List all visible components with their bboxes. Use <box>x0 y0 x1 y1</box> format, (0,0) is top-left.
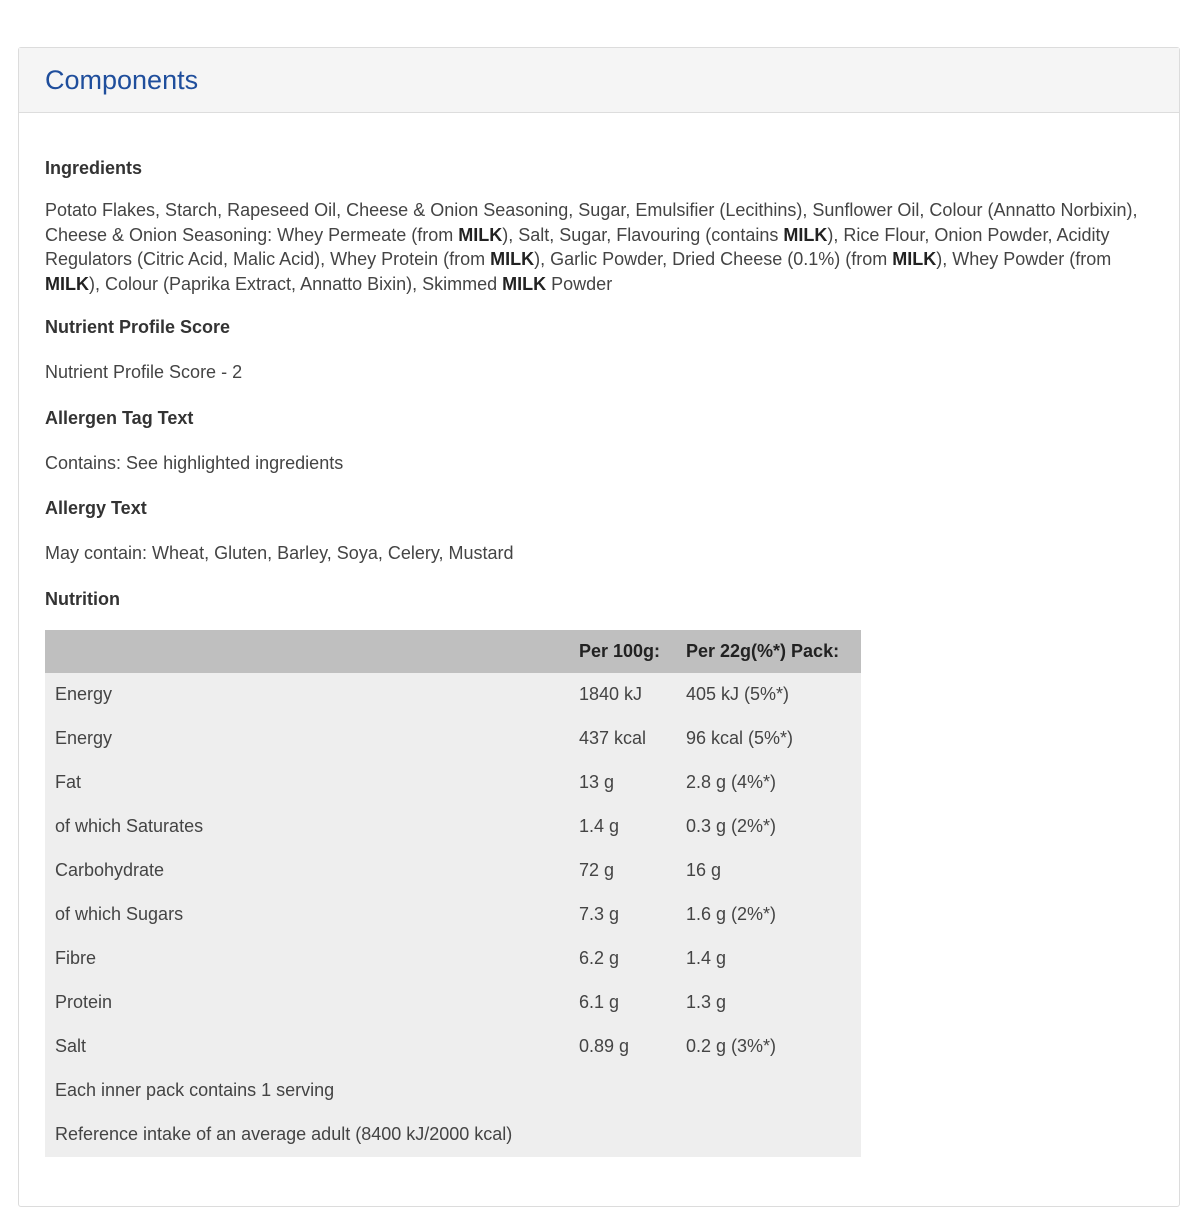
serving-note: Each inner pack contains 1 serving <box>55 1080 335 1100</box>
ingredients-segment: Potato Flakes, Starch, Rapeseed Oil, Cheese & Onion Seasoning, Sugar, Emulsifier (Lecithins), Sunflower Oil, Colour (Annatto Norbixin), Cheese & Onion Seasoning: Whey Permeate (from <box>45 200 1138 245</box>
table-row <box>45 805 861 849</box>
nutrient-profile-text: Nutrient Profile Score - 2 <box>45 362 243 382</box>
nutrient-name: Fat <box>55 772 82 792</box>
per-pack-value: 405 kJ (5%*) <box>686 684 790 704</box>
nutrition-header-per-100g: Per 100g: <box>579 640 661 661</box>
ingredients-heading: Ingredients <box>45 158 143 178</box>
table-row <box>45 717 861 761</box>
table-row <box>45 1025 861 1069</box>
nutrient-name: Energy <box>55 728 113 748</box>
per-100g-value: 0.89 g <box>579 1036 630 1056</box>
table-row <box>45 981 861 1025</box>
per-pack-value: 2.8 g (4%*) <box>686 772 777 792</box>
nutrient-name: Energy <box>55 684 113 704</box>
allergen-highlight: MILK <box>490 249 535 269</box>
table-row <box>45 893 861 937</box>
nutrient-name: Salt <box>55 1036 87 1056</box>
nutrient-name: Fibre <box>55 948 97 968</box>
per-pack-value: 1.3 g <box>686 992 727 1012</box>
table-row <box>45 937 861 981</box>
allergen-highlight: MILK <box>45 273 89 294</box>
nutrient-name: of which Sugars <box>55 904 184 924</box>
per-pack-value: 16 g <box>686 860 722 880</box>
ingredients-segment: ), Colour (Paprika Extract, Annatto Bixin), Skimmed <box>89 273 503 294</box>
nutrient-name: Carbohydrate <box>55 860 165 880</box>
table-row <box>45 849 861 893</box>
components-panel <box>18 47 1180 1207</box>
nutrition-heading: Nutrition <box>45 588 120 609</box>
reference-intake-note: Reference intake of an average adult (8400 kJ/2000 kcal) <box>55 1124 513 1144</box>
nutrition-table <box>45 630 861 1157</box>
allergen-highlight: MILK <box>783 224 828 245</box>
allergen-tag-text: Contains: See highlighted ingredients <box>45 452 344 473</box>
table-note-row <box>45 1113 861 1157</box>
panel-title: Components <box>45 64 199 95</box>
table-note-row <box>45 1069 861 1113</box>
allergen-tag-heading: Allergen Tag Text <box>45 407 194 428</box>
nutrient-name: of which Saturates <box>55 816 204 836</box>
panel-header <box>19 48 1179 113</box>
per-100g-value: 13 g <box>579 772 615 792</box>
per-100g-value: 72 g <box>579 860 615 880</box>
ingredients-segment: ), Garlic Powder, Dried Cheese (0.1%) (from <box>534 249 893 269</box>
ingredients-segment: ), Salt, Sugar, Flavouring (contains <box>502 224 784 245</box>
ingredients-text <box>45 198 1140 296</box>
per-100g-value: 1.4 g <box>579 816 620 836</box>
per-100g-value: 6.1 g <box>579 992 620 1012</box>
per-100g-value: 6.2 g <box>579 948 620 968</box>
per-100g-value: 7.3 g <box>579 904 620 924</box>
allergen-highlight: MILK <box>502 273 547 294</box>
allergen-highlight: MILK <box>458 224 503 245</box>
per-100g-value: 437 kcal <box>579 728 647 748</box>
nutrition-header-row <box>45 630 861 673</box>
table-row <box>45 673 861 717</box>
panel-body <box>19 113 1179 1157</box>
allergen-highlight: MILK <box>892 249 937 269</box>
nutrient-name: Protein <box>55 992 113 1012</box>
allergy-text: May contain: Wheat, Gluten, Barley, Soya, Celery, Mustard <box>45 543 514 563</box>
per-pack-value: 0.3 g (2%*) <box>686 816 777 836</box>
ingredients-segment: ), Whey Powder (from <box>936 249 1112 269</box>
table-row <box>45 761 861 805</box>
nutrition-header-per-pack: Per 22g(%*) Pack: <box>686 640 840 661</box>
per-pack-value: 1.6 g (2%*) <box>686 904 777 924</box>
per-pack-value: 96 kcal (5%*) <box>686 728 794 748</box>
per-100g-value: 1840 kJ <box>579 684 643 704</box>
nutrient-profile-heading: Nutrient Profile Score <box>45 317 231 337</box>
allergy-heading: Allergy Text <box>45 498 147 518</box>
ingredients-segment: ), Rice Flour, Onion Powder, Acidity Regulators (Citric Acid, Malic Acid), Whey Protein (from <box>45 224 1110 269</box>
ingredients-segment: Powder <box>546 273 613 294</box>
per-pack-value: 0.2 g (3%*) <box>686 1036 777 1056</box>
nutrition-header-nutrient <box>45 630 579 673</box>
per-pack-value: 1.4 g <box>686 948 727 968</box>
